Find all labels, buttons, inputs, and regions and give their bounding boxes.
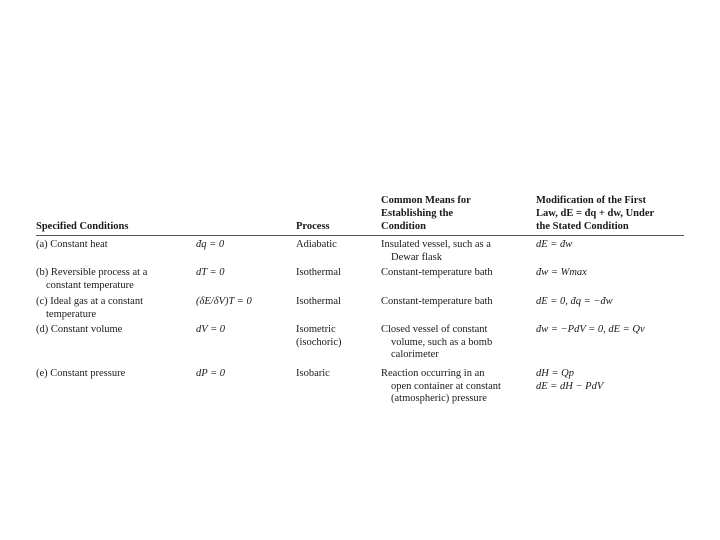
header-mod-line-3: the Stated Condition [536, 221, 629, 232]
row-d-condition [36, 324, 122, 337]
row-e-means [381, 368, 501, 406]
header-means-line-1: Common Means for [381, 195, 471, 206]
row-a-condition-line-1: (a) Constant heat [36, 239, 108, 250]
row-e-mod-line-2: dE = dH − PdV [536, 380, 604, 392]
row-a-means-line-2: Dewar flask [391, 251, 443, 263]
row-c-process-line-1: Isothermal [296, 296, 341, 307]
row-c-condition [36, 296, 143, 321]
row-c-means [381, 296, 493, 309]
row-d-process [296, 324, 341, 349]
row-c-condition-line-2: temperature [46, 308, 97, 320]
header-mod-line-2: Law, dE = đq + dw, Under [536, 208, 655, 219]
row-c-means-line-1: Constant-temperature bath [381, 296, 493, 307]
row-d-modification [536, 324, 645, 337]
header-divider [36, 235, 684, 236]
header-common-means [381, 194, 471, 233]
row-b-expression: dT = 0 [196, 267, 225, 278]
row-c-process [296, 296, 341, 309]
row-c-condition-line-1: (c) Ideal gas at a constant [36, 296, 143, 307]
header-means-line-2: Establishing the [381, 208, 454, 219]
row-a-mod-line-1: dE = đw [536, 239, 573, 250]
row-d-expression: dV = 0 [196, 324, 226, 335]
row-b-means-line-1: Constant-temperature bath [381, 267, 493, 278]
row-e-means-line-1: Reaction occurring in an [381, 368, 485, 379]
row-e-expression: dP = 0 [196, 368, 226, 379]
row-e-condition-line-1: (e) Constant pressure [36, 368, 126, 379]
row-d-means [381, 324, 492, 362]
row-b-condition-line-2: constant temperature [46, 279, 134, 291]
row-e-condition [36, 368, 125, 381]
row-a-expression: đq = 0 [196, 239, 225, 250]
header-process: Process [296, 221, 330, 232]
row-e-modification [536, 368, 603, 393]
row-a-means [381, 239, 491, 264]
header-modification [536, 194, 654, 233]
row-b-condition [36, 267, 147, 292]
header-means-line-3: Condition [381, 221, 426, 232]
row-e-means-line-2: open container at constant [391, 380, 501, 392]
row-d-means-line-2: volume, such as a bomb [391, 336, 493, 348]
row-c-expression: (δE/δV)T = 0 [196, 296, 252, 307]
row-d-process-line-1: Isometric [296, 324, 336, 335]
row-b-modification [536, 267, 587, 280]
row-e-means-line-3: (atmospheric) pressure [391, 393, 487, 404]
header-specified-conditions: Specified Conditions [36, 221, 129, 232]
row-a-condition [36, 239, 108, 252]
row-a-means-line-1: Insulated vessel, such as a [381, 239, 491, 250]
row-c-mod-line-1: dE = 0, đq = −đw [536, 296, 613, 307]
row-b-process [296, 267, 341, 280]
row-a-process [296, 239, 337, 252]
row-b-means [381, 267, 493, 280]
row-a-process-line-1: Adiabatic [296, 239, 337, 250]
row-e-process-line-1: Isobaric [296, 368, 330, 379]
header-mod-line-1: Modification of the First [536, 195, 646, 206]
row-b-mod-line-1: đw = Wmax [536, 267, 587, 278]
row-b-process-line-1: Isothermal [296, 267, 341, 278]
row-b-condition-line-1: (b) Reversible process at a [36, 267, 148, 278]
row-c-modification [536, 296, 613, 309]
row-e-mod-line-1: dH = Qp [536, 368, 575, 379]
row-d-means-line-3: calorimeter [391, 349, 439, 360]
row-d-means-line-1: Closed vessel of constant [381, 324, 488, 335]
row-d-process-line-2: (isochoric) [296, 336, 342, 348]
row-a-modification [536, 239, 572, 252]
row-e-process [296, 368, 330, 381]
row-d-condition-line-1: (d) Constant volume [36, 324, 123, 335]
row-d-mod-line-1: đw = −PdV = 0, dE = Qv [536, 324, 645, 335]
